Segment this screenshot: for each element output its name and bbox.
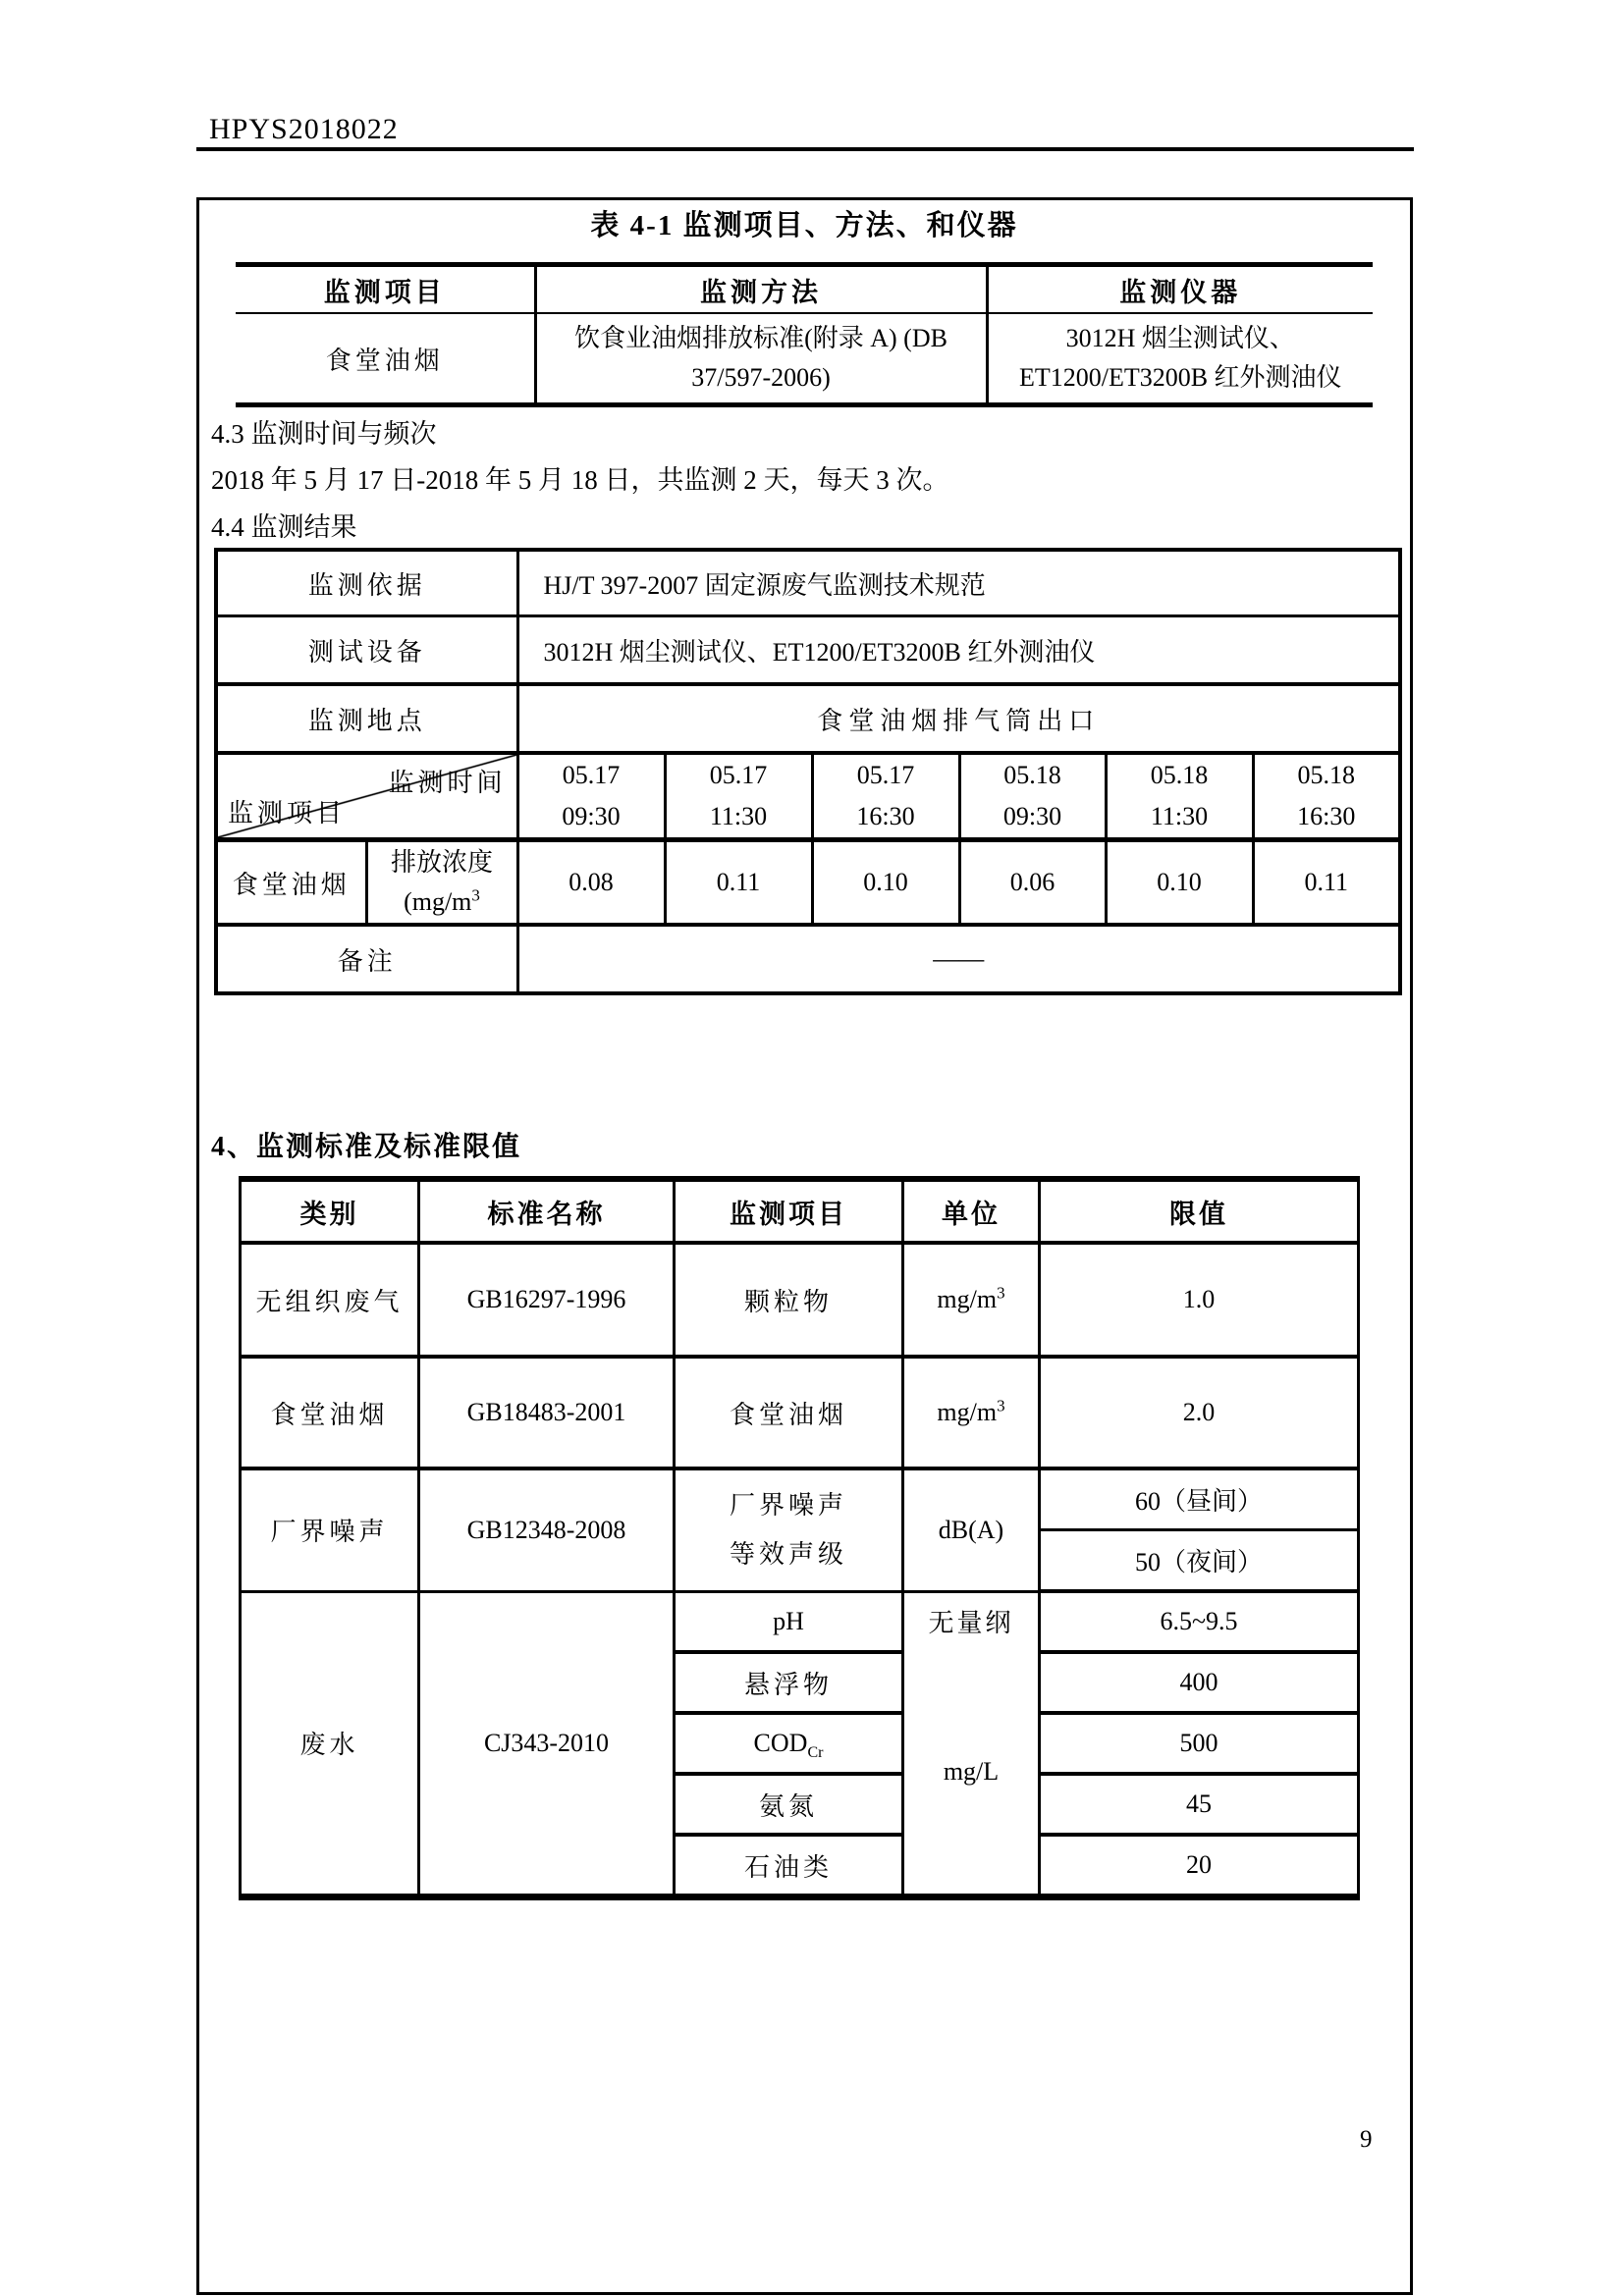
limit-cell: 45	[1040, 1774, 1359, 1835]
time-clock: 09:30	[1002, 802, 1062, 830]
table-row	[241, 1591, 1359, 1652]
remark-row	[216, 925, 1400, 993]
unit-superscript: 3	[997, 1396, 1005, 1415]
table-row	[241, 1468, 1359, 1530]
category-cell: 无组织废气	[241, 1243, 419, 1357]
matrix-header-row	[216, 753, 1400, 840]
remark-label: 备注	[216, 925, 517, 993]
section-4-heading: 4、监测标准及标准限值	[211, 1132, 522, 1162]
table-row	[216, 550, 1400, 616]
t3-header-category: 类别	[241, 1179, 419, 1243]
t2-label-location: 监测地点	[216, 684, 517, 753]
result-value: 0.11	[665, 840, 812, 926]
unit-base: mg/m	[937, 1285, 998, 1313]
item-cell	[675, 1468, 903, 1591]
item-cell: 食堂油烟	[675, 1357, 903, 1468]
unit-shared: mg/L	[943, 1756, 1000, 1786]
category-cell: 废水	[241, 1591, 419, 1897]
table-row	[241, 1357, 1359, 1468]
diagonal-label-item: 监测项目	[228, 799, 347, 828]
unit-cell	[903, 1357, 1040, 1468]
result-value: 0.06	[959, 840, 1106, 926]
table1-title: 表 4-1 监测项目、方法、和仪器	[590, 210, 1018, 241]
method-line: 饮食业油烟排放标准(附录 A) (DB	[574, 323, 947, 352]
time-column-header	[1253, 753, 1400, 840]
result-row-label: 食堂油烟	[216, 840, 366, 926]
item-cell: 氨氮	[675, 1774, 903, 1835]
t2-value-equipment: 3012H 烟尘测试仪、ET1200/ET3200B 红外测油仪	[517, 616, 1400, 685]
standard-cell: GB18483-2001	[419, 1357, 675, 1468]
item-cell	[675, 1713, 903, 1774]
result-row-parameter	[366, 840, 517, 926]
item-line: 厂界噪声	[729, 1491, 847, 1521]
time-date: 05.17	[856, 761, 915, 790]
time-column-header	[665, 753, 812, 840]
page-number: 9	[1360, 2126, 1373, 2153]
t1-header-item: 监测项目	[236, 265, 535, 314]
item-cell: 悬浮物	[675, 1652, 903, 1713]
monitoring-results-table	[214, 548, 1402, 995]
time-column-header	[959, 753, 1106, 840]
time-clock: 09:30	[562, 802, 621, 830]
result-value: 0.10	[812, 840, 959, 926]
monitoring-methods-table	[236, 262, 1373, 407]
standard-cell: GB16297-1996	[419, 1243, 675, 1357]
time-clock: 16:30	[856, 802, 915, 830]
remark-value: ——	[517, 925, 1400, 993]
document-code: HPYS2018022	[209, 113, 399, 145]
t2-value-location: 食堂油烟排气筒出口	[517, 684, 1400, 753]
category-cell: 食堂油烟	[241, 1357, 419, 1468]
t1-cell-method	[535, 313, 987, 405]
unit-superscript: 3	[997, 1283, 1005, 1303]
parameter-line: 排放浓度	[391, 847, 494, 877]
result-value: 0.10	[1106, 840, 1253, 926]
t2-value-basis: HJ/T 397-2007 固定源废气监测技术规范	[517, 550, 1400, 616]
unit-base: (mg/m	[404, 887, 472, 916]
item-cell: pH	[675, 1591, 903, 1652]
limit-cell: 20	[1040, 1835, 1359, 1897]
t3-header-unit: 单位	[903, 1179, 1040, 1243]
standards-limits-table	[239, 1176, 1360, 1900]
t2-label-equipment: 测试设备	[216, 616, 517, 685]
t3-header-standard: 标准名称	[419, 1179, 675, 1243]
section-4-3-heading: 4.3 监测时间与频次	[211, 419, 437, 449]
limit-cell: 400	[1040, 1652, 1359, 1713]
unit-stack-cell	[903, 1591, 1040, 1897]
time-date: 05.18	[1150, 761, 1209, 790]
time-column-header	[517, 753, 665, 840]
result-value: 0.11	[1253, 840, 1400, 926]
method-line: 37/597-2006)	[691, 363, 831, 392]
limit-cell: 500	[1040, 1713, 1359, 1774]
unit-cell: dB(A)	[903, 1468, 1040, 1591]
table-row	[236, 313, 1373, 405]
time-column-header	[812, 753, 959, 840]
category-cell: 厂界噪声	[241, 1468, 419, 1591]
limit-cell-night: 50（夜间）	[1040, 1530, 1359, 1592]
diagonal-label-time: 监测时间	[388, 769, 507, 797]
standard-cell: CJ343-2010	[419, 1591, 675, 1897]
diagonal-header-cell	[216, 753, 517, 840]
instrument-line: ET1200/ET3200B 红外测油仪	[1018, 363, 1342, 392]
unit-cell	[903, 1243, 1040, 1357]
t1-cell-instrument	[987, 313, 1373, 405]
time-date: 05.17	[709, 761, 768, 790]
result-value: 0.08	[517, 840, 665, 926]
t2-label-basis: 监测依据	[216, 550, 517, 616]
result-row	[216, 840, 1400, 926]
unit-stack	[904, 1593, 1038, 1895]
unit-base: mg/m	[937, 1398, 998, 1426]
parameter-unit	[368, 882, 516, 922]
table-row	[216, 616, 1400, 685]
cod-base: COD	[753, 1729, 808, 1757]
time-date: 05.18	[1003, 761, 1061, 790]
limit-cell-day: 60（昼间）	[1040, 1468, 1359, 1530]
time-column-header	[1106, 753, 1253, 840]
instrument-line: 3012H 烟尘测试仪、	[1065, 323, 1295, 352]
t3-header-item: 监测项目	[675, 1179, 903, 1243]
t1-cell-item: 食堂油烟	[325, 346, 444, 375]
table-header-row	[236, 265, 1373, 314]
limit-cell: 1.0	[1040, 1243, 1359, 1357]
unit-ph: 无量纲	[928, 1609, 1014, 1637]
item-line: 等效声级	[729, 1539, 847, 1569]
unit-superscript: 3	[471, 885, 480, 905]
t3-header-limit: 限值	[1040, 1179, 1359, 1243]
time-date: 05.17	[562, 761, 621, 790]
time-clock: 16:30	[1297, 802, 1356, 830]
time-date: 05.18	[1297, 761, 1356, 790]
section-4-3-body: 2018 年 5 月 17 日-2018 年 5 月 18 日，共监测 2 天，每天 3 次。	[211, 465, 949, 495]
table-header-row	[241, 1179, 1359, 1243]
item-cell: 颗粒物	[675, 1243, 903, 1357]
item-cell: 石油类	[675, 1835, 903, 1897]
standard-cell: GB12348-2008	[419, 1468, 675, 1591]
time-clock: 11:30	[1150, 802, 1209, 830]
limit-cell: 6.5~9.5	[1040, 1591, 1359, 1652]
limit-cell: 2.0	[1040, 1357, 1359, 1468]
t1-header-instrument: 监测仪器	[987, 265, 1373, 314]
time-clock: 11:30	[709, 802, 768, 830]
table-row	[241, 1243, 1359, 1357]
table-row	[216, 684, 1400, 753]
header-rule	[196, 147, 1414, 151]
section-4-4-heading: 4.4 监测结果	[211, 512, 357, 542]
cod-subscript: Cr	[807, 1744, 824, 1762]
t1-header-method: 监测方法	[535, 265, 987, 314]
